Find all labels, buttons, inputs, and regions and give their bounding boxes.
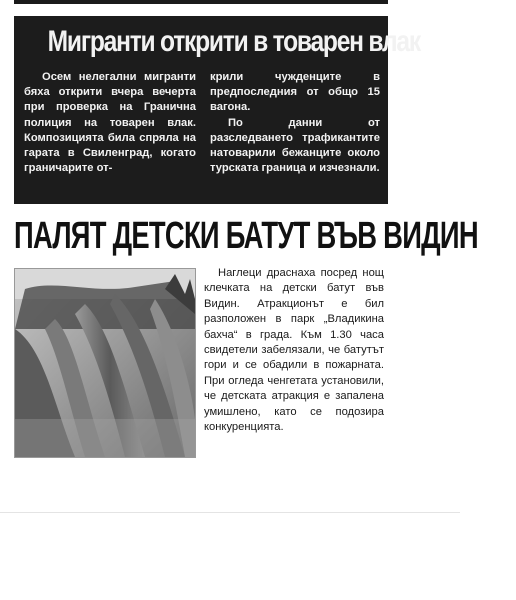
article-migrants-headline: Мигранти открити в товарен влак xyxy=(47,25,420,58)
article-migrants xyxy=(14,16,420,204)
article-migrants-text-3: По данни от разследването трафикантите натоварили бежанците около турската граница и изчезнали. xyxy=(210,116,380,175)
article-migrants-column-1 xyxy=(24,70,196,176)
article-trampoline-body xyxy=(204,266,384,435)
article-trampoline-text: Наглеци драснаха посред нощ клечката на детски батут във Видин. Атракционът е бил разположен в парк „Владикина бахча“ в града. Към 1.30 часа свидетели забелязали, че батутът гори и се обадили в пожарната. При огледа ченгетата установили, че детската атракция е запалена умишлено, като се подозира конкуренцията. xyxy=(204,267,384,434)
burned-trampoline-image xyxy=(15,269,195,457)
article-migrants-column-2 xyxy=(210,70,380,176)
bottom-rule xyxy=(0,512,460,513)
article-migrants-text-2: крили чужденците в предпоследния от общо 15 вагона. xyxy=(210,71,380,114)
burned-trampoline-photo xyxy=(14,268,196,458)
article-migrants-text-1: Осем нелегални мигранти бяха открити вчера вечерта при проверка на Гранична полиция на товарен влак. Композицията била спряла на гарата в Свиленград, когато граничарите от- xyxy=(24,71,196,175)
top-rule xyxy=(14,0,388,4)
article-trampoline-headline: ПАЛЯТ ДЕТСКИ БАТУТ ВЪВ ВИДИН xyxy=(14,215,478,257)
